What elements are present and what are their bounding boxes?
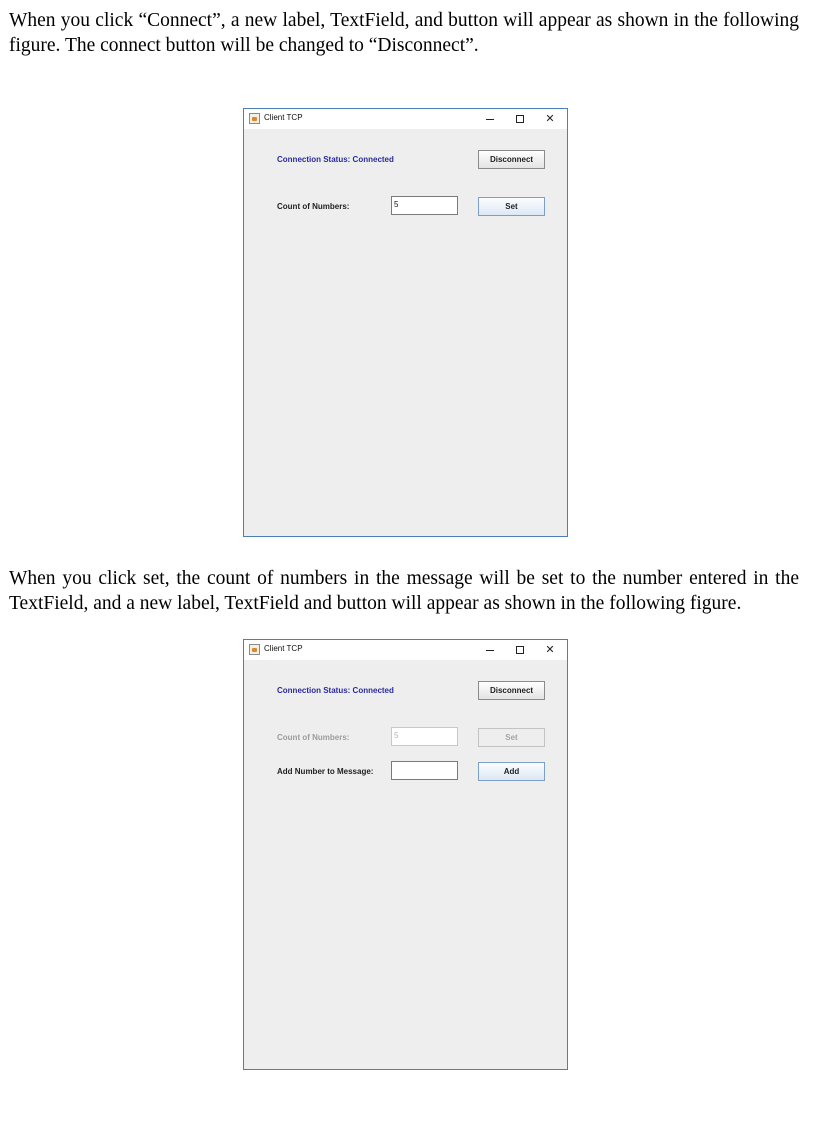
disconnect-button[interactable]: Disconnect <box>478 150 545 169</box>
minimize-icon[interactable] <box>475 110 505 128</box>
window-title-bar[interactable] <box>244 640 567 660</box>
add-button[interactable]: Add <box>478 762 545 781</box>
window-title: Client TCP <box>264 644 303 653</box>
add-number-label: Add Number to Message: <box>277 767 374 776</box>
maximize-icon[interactable] <box>505 641 535 659</box>
count-of-numbers-field[interactable]: 5 <box>391 196 458 215</box>
java-cup-icon <box>249 644 260 655</box>
set-button: Set <box>478 728 545 747</box>
close-icon[interactable]: ✕ <box>545 644 555 656</box>
connection-status-label: Connection Status: Connected <box>277 155 394 164</box>
instruction-paragraph-set: When you click set, the count of numbers in the message will be set to the number entered in the TextField, and a new label, TextField and button will appear as shown in the following figure. <box>9 568 799 614</box>
minimize-icon[interactable] <box>475 641 505 659</box>
set-button[interactable]: Set <box>478 197 545 216</box>
count-of-numbers-label: Count of Numbers: <box>277 202 350 211</box>
close-icon[interactable]: ✕ <box>545 113 555 125</box>
client-tcp-window-connected <box>243 108 568 537</box>
instruction-paragraph-connect: When you click “Connect”, a new label, TextField, and button will appear as shown in the following figure. The connect button will be changed to “Disconnect”. <box>9 10 799 56</box>
disconnect-button[interactable]: Disconnect <box>478 681 545 700</box>
count-of-numbers-field: 5 <box>391 727 458 746</box>
connection-status-label: Connection Status: Connected <box>277 686 394 695</box>
window-title-bar[interactable] <box>244 109 567 129</box>
maximize-icon[interactable] <box>505 110 535 128</box>
client-tcp-window-add-number <box>243 639 568 1070</box>
java-cup-icon <box>249 113 260 124</box>
count-of-numbers-label: Count of Numbers: <box>277 733 350 742</box>
add-number-field[interactable] <box>391 761 458 780</box>
window-title: Client TCP <box>264 113 303 122</box>
